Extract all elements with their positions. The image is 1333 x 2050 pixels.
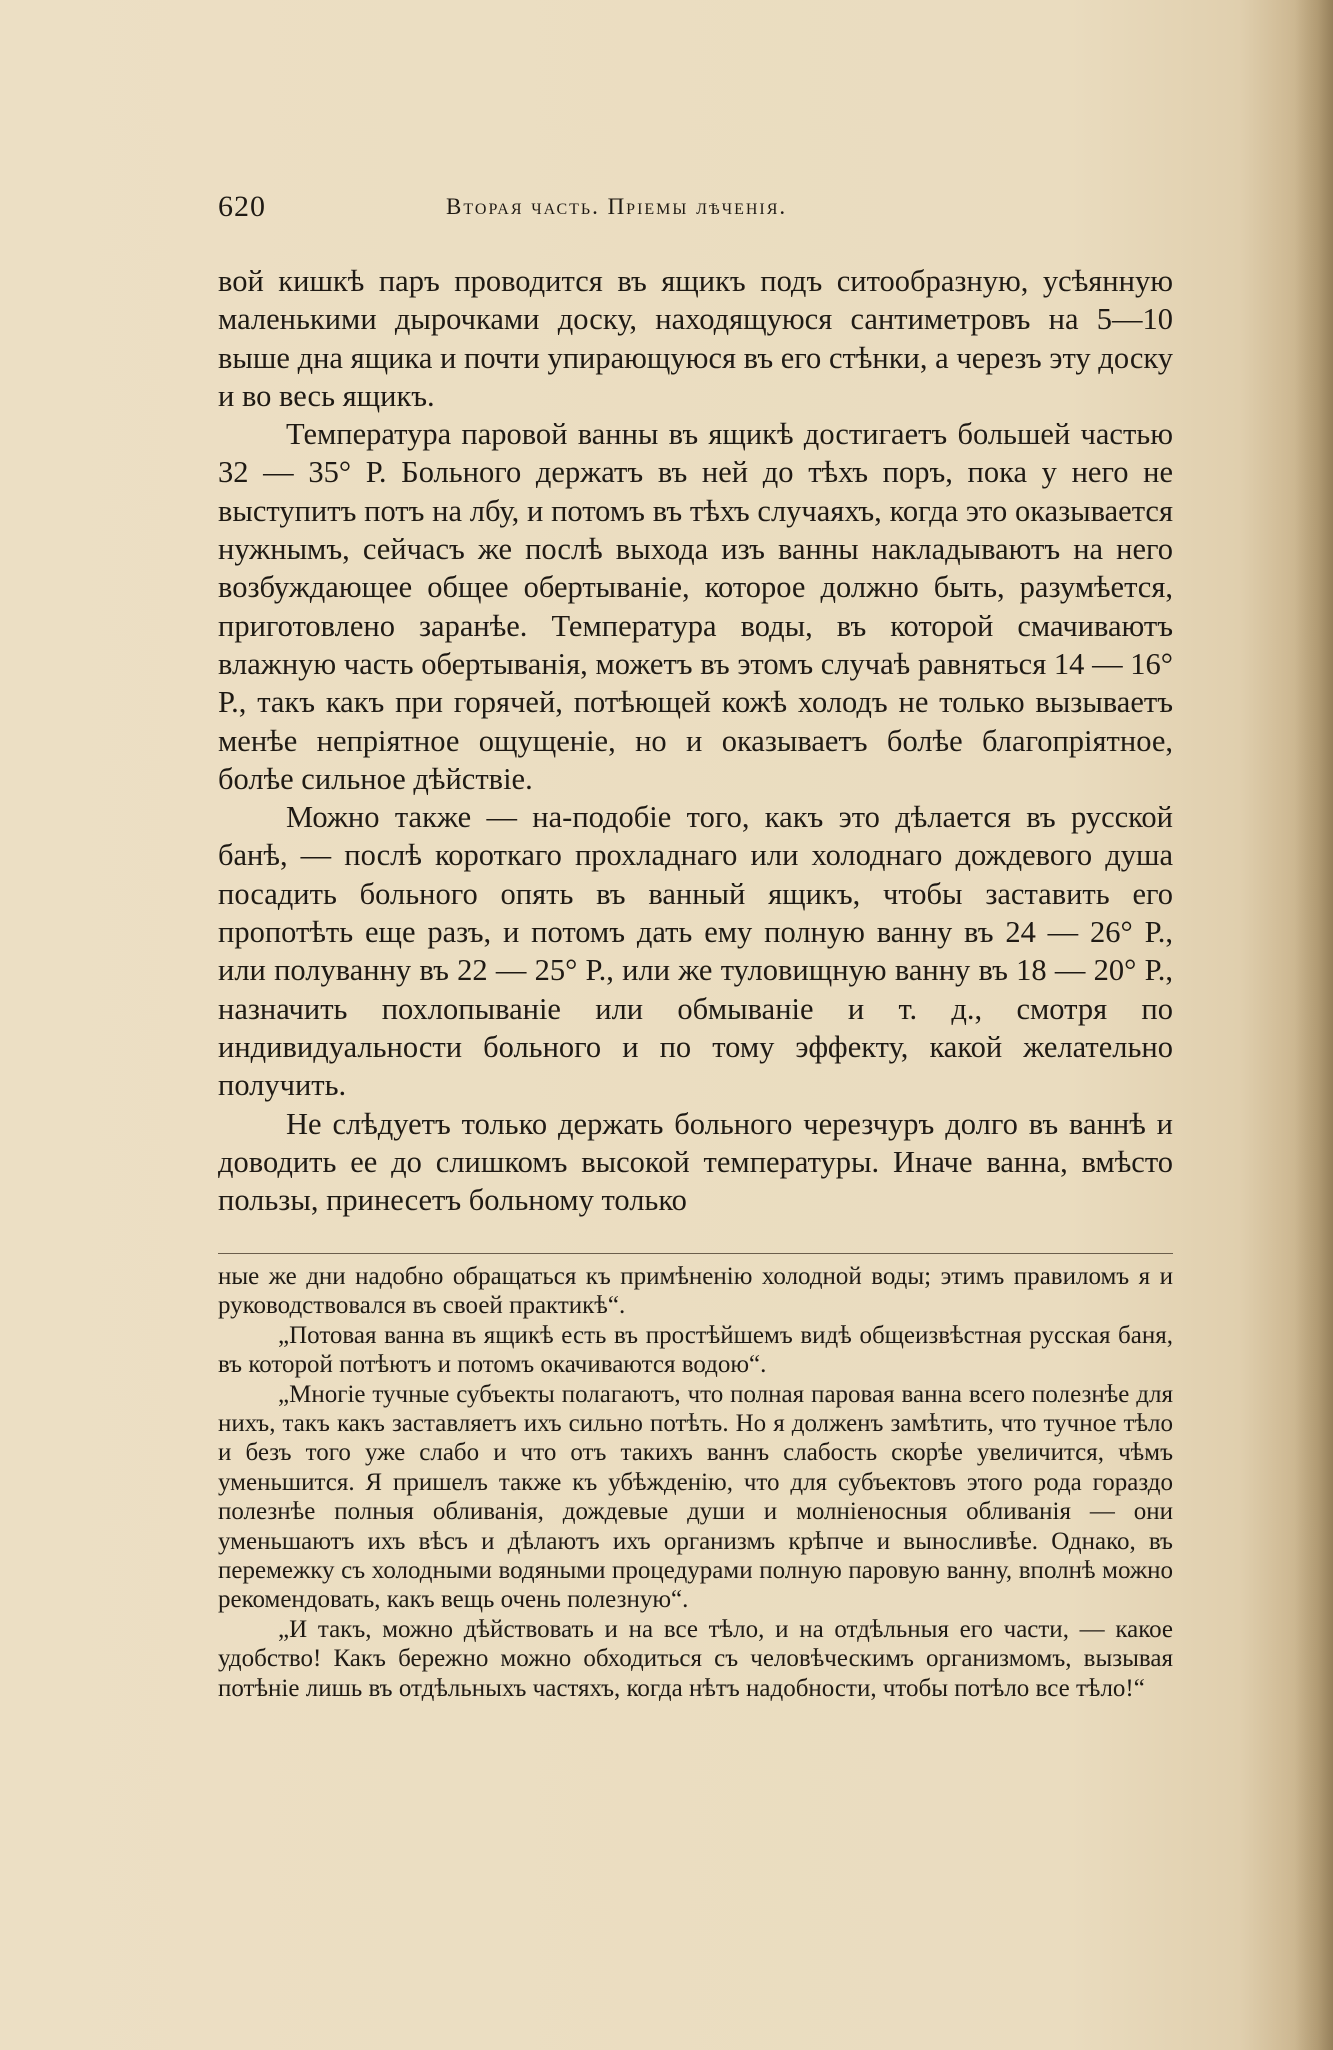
footnote-paragraph: ные же дни надобно обращаться къ примѣненію холодной воды; этимъ правиломъ я и руководствовался въ своей практикѣ“. — [218, 1263, 1173, 1320]
footnotes — [218, 1262, 1173, 1703]
paragraph: Температура паровой ванны въ ящикѣ достигаетъ большей частью 32 — 35° Р. Больного держатъ въ ней до тѣхъ поръ, пока у него не выступитъ потъ на лбу, и потомъ въ тѣхъ случаяхъ, когда это оказывается нужнымъ, сейчасъ же послѣ выхода изъ ванны накладываютъ на него возбуждающее общее обертываніе, которое должно быть, разумѣется, приготовлено заранѣе. Температура воды, въ которой смачиваютъ влажную часть обертыванія, можетъ въ этомъ случаѣ равняться 14 — 16° Р., такъ какъ при горячей, потѣющей кожѣ холодъ не только вызываетъ менѣе непріятное ощущеніе, но и оказываетъ болѣе благопріятное, болѣе сильное дѣйствіе. — [218, 417, 1173, 796]
paragraph: Не слѣдуетъ только держать больного черезчуръ долго въ ваннѣ и доводить ее до слишкомъ высокой температуры. Иначе ванна, вмѣсто пользы, принесетъ больному только — [218, 1106, 1173, 1218]
footnote-paragraph: „Потовая ванна въ ящикѣ есть въ простѣйшемъ видѣ общеизвѣстная русская баня, въ которой потѣютъ и потомъ окачиваются водою“. — [218, 1321, 1173, 1379]
footnote-paragraph: „Многіе тучные субъекты полагаютъ, что полная паровая ванна всего полезнѣе для нихъ, такъ какъ заставляетъ ихъ сильно потѣть. Но я долженъ замѣтить, что тучное тѣло и безъ того уже слабо и что отъ такихъ ваннъ слабость скорѣе увеличится, чѣмъ уменьшится. Я пришелъ также къ убѣжденію, что для субъектовъ этого рода гораздо полезнѣе полныя обливанія, дождевые души и молніеносныя обливанія — они уменьшаютъ ихъ вѣсъ и дѣлаютъ ихъ организмъ крѣпче и выносливѣе. Однако, въ перемежку съ холодными водяными процедурами полную паровую ванну, вполнѣ можно рекомендовать, какъ вещь очень полезную“. — [218, 1380, 1173, 1614]
main-text — [218, 262, 1173, 1219]
footnote-paragraph: „И такъ, можно дѣйствовать и на все тѣло, и на отдѣльныя его части, — какое удобство! Какъ бережно можно обходиться съ человѣческимъ организмомъ, вызывая потѣніе лишь въ отдѣльныхъ частяхъ, когда нѣтъ надобности, чтобы потѣло все тѣло!“ — [218, 1615, 1173, 1702]
paragraph: Можно также — на-подобіе того, какъ это дѣлается въ русской банѣ, — послѣ короткаго прохладнаго или холоднаго дождевого душа посадить больного опять въ ванный ящикъ, чтобы заставить его пропотѣть еще разъ, и потомъ дать ему полную ванну въ 24 — 26° Р., или полуванну въ 22 — 25° Р., или же туловищную ванну въ 18 — 20° Р., назначить похлопываніе или обмываніе и т. д., смотря по индивидуальности больного и по тому эффекту, какой желательно получить. — [218, 800, 1173, 1103]
running-head: Вторая часть. Пріемы лѣченія. — [446, 194, 788, 219]
footnote-divider — [218, 1253, 1173, 1254]
page-number: 620 — [218, 190, 266, 223]
page-header — [218, 190, 1098, 230]
paragraph: вой кишкѣ паръ проводится въ ящикъ подъ ситообразную, усѣянную маленькими дырочками доску, находящуюся сантиметровъ на 5—10 выше дна ящика и почти упирающуюся въ его стѣнки, а черезъ эту доску и во весь ящикъ. — [218, 264, 1173, 413]
page-edge-shadow — [1295, 0, 1333, 2050]
